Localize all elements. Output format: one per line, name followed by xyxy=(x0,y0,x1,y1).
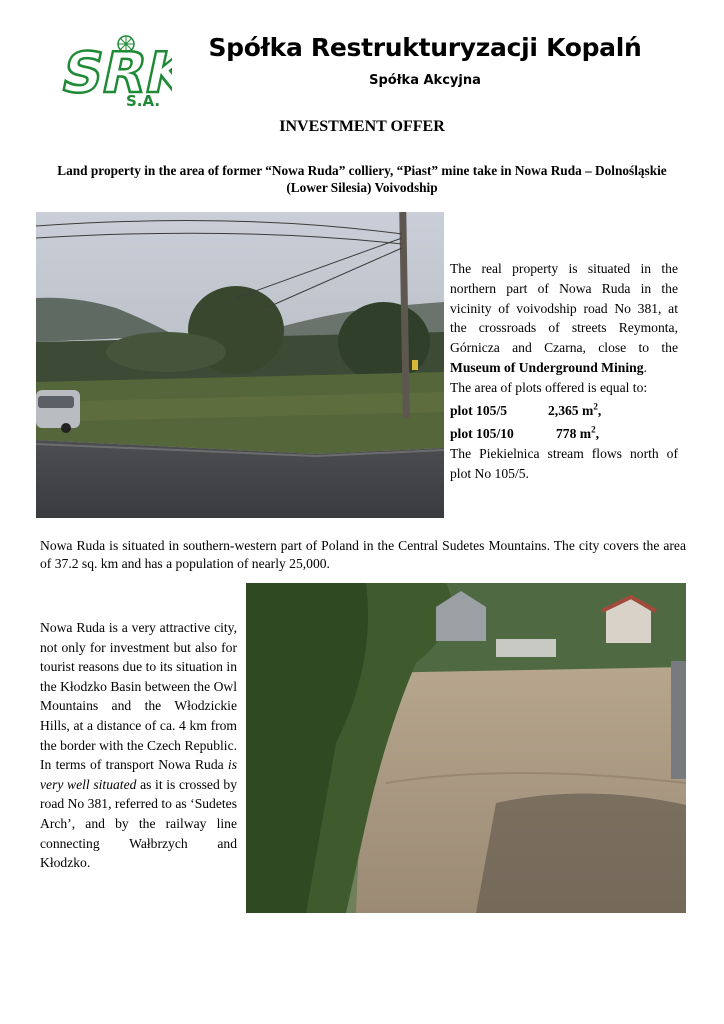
logo-suffix: S.A. xyxy=(126,92,161,110)
plot-row xyxy=(450,421,678,444)
property-photo-roadside xyxy=(36,212,444,518)
city-attractiveness-paragraph: Nowa Ruda is a very attractive city, not only for investment but also for tourist reasons due to its situation in the Kłodzko Basin between the Owl Mountains and the Włodzickie Hills, at a distance of ca. 4 km from the border with the Czech Republic. In terms of transport Nowa Ruda is very well situated as it is crossed by road No 381, referred to as ‘Sudetes Arch’, and by the railway line connecting Wałbrzych and Kłodzko. xyxy=(40,620,237,871)
property-intro: The real property is situated in the northern part of Nowa Ruda in the vicinity of voivodship road No 381, at the crossroads of streets Reymonta, Górnicza and Czarna, close to the Museum of Underground Mining. xyxy=(450,261,678,375)
city-location-paragraph: Nowa Ruda is situated in southern-western part of Poland in the Central Sudetes Mountains. The city covers the area of 37.2 sq. km and has a population of nearly 25,000. xyxy=(40,538,686,571)
museum-name: Museum of Underground Mining xyxy=(450,359,644,375)
company-name: Spółka Restrukturyzacji Kopalń xyxy=(208,33,642,62)
plot-area: 778 $m^2$, xyxy=(556,424,600,442)
plot-area-intro: The area of plots offered is equal to: xyxy=(450,379,648,395)
property-photo-gravel-plot xyxy=(246,583,686,913)
plot-id: plot 105/10 xyxy=(450,426,514,442)
company-type: Spółka Akcyjna xyxy=(369,73,481,88)
plot-id: plot 105/5 xyxy=(450,403,508,419)
plot-area: 2,365 $m^2$, xyxy=(548,401,602,419)
company-logo xyxy=(60,30,172,110)
emphasis-text: is very well situated xyxy=(40,757,237,792)
document-heading: INVESTMENT OFFER xyxy=(279,118,445,135)
stream-note: The Piekielnica stream flows north of plot No 105/5. xyxy=(450,446,678,482)
lead-paragraph: Land property in the area of former “Nowa Ruda” colliery, “Piast” mine take in Nowa Ruda – Dolnośląskie (Lower Silesia) Voivodship xyxy=(57,163,667,195)
plot-row xyxy=(450,398,678,421)
property-description xyxy=(450,259,678,484)
logo-mark: SRK xyxy=(60,40,172,106)
